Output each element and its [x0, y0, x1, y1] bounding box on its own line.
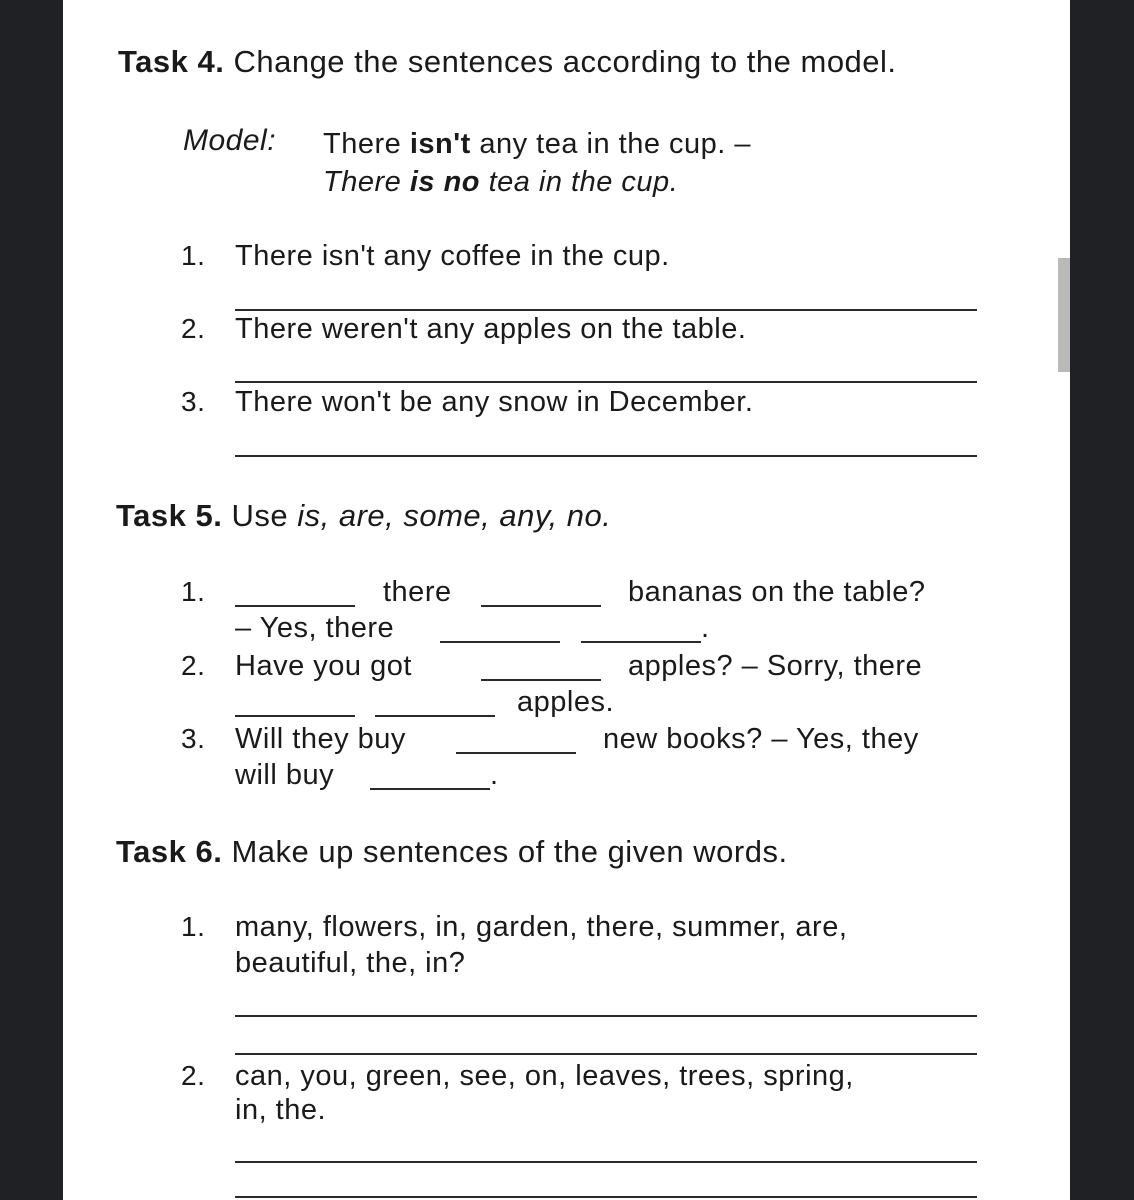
answer-line[interactable] [235, 455, 977, 457]
model-label: Model: [183, 124, 277, 157]
blank-line[interactable] [440, 641, 560, 643]
task5-item1-dot: . [701, 612, 710, 644]
model-line2-part-a: There [323, 166, 402, 198]
task4-item-number: 2. [181, 313, 206, 344]
task6-item-number: 1. [181, 911, 206, 942]
task4-label: Task 4. [118, 44, 225, 79]
task6-heading [116, 834, 788, 870]
model-line1-part-a: There [323, 128, 402, 160]
answer-line[interactable] [235, 381, 977, 383]
task4-item-text: There won't be any snow in December. [235, 386, 754, 418]
answer-line[interactable] [235, 309, 977, 311]
model-line1-part-c: any tea in the cup. – [479, 128, 752, 160]
blank-line[interactable] [581, 641, 701, 643]
task5-item3-rest: new books? – Yes, they [603, 723, 919, 755]
task5-item2-rest: apples? – Sorry, there [628, 650, 923, 682]
model-line1-part-b: isn't [409, 128, 471, 160]
answer-line[interactable] [235, 1196, 977, 1198]
model-line-1 [323, 128, 751, 161]
blank-line[interactable] [235, 605, 355, 607]
answer-line[interactable] [235, 1015, 977, 1017]
task6-item-line1: can, you, green, see, on, leaves, trees, spring, [235, 1060, 854, 1092]
answer-line[interactable] [235, 1053, 977, 1055]
task5-item3-dot: . [490, 759, 499, 791]
answer-line[interactable] [235, 1161, 977, 1163]
task6-item-line1: many, flowers, in, garden, there, summer, are, [235, 911, 848, 943]
model-line2-part-c: tea in the cup. [488, 166, 679, 198]
task5-label: Task 5. [116, 498, 223, 533]
task4-item-number: 1. [181, 240, 206, 271]
task4-item-text: There weren't any apples on the table. [235, 313, 747, 345]
model-line-2 [323, 166, 678, 199]
task5-item2-end: apples. [517, 686, 615, 718]
task6-item-number: 2. [181, 1060, 206, 1091]
task5-item3-text: Will they buy [235, 723, 406, 755]
blank-line[interactable] [235, 715, 355, 717]
task5-item-number: 3. [181, 723, 206, 754]
task5-item2-text: Have you got [235, 650, 412, 682]
scrollbar-thumb[interactable] [1058, 258, 1070, 372]
task4-item-number: 3. [181, 386, 206, 417]
blank-line[interactable] [456, 752, 576, 754]
task6-item-line2: beautiful, the, in? [235, 947, 466, 979]
task4-item-text: There isn't any coffee in the cup. [235, 240, 670, 272]
blank-line[interactable] [375, 715, 495, 717]
task4-title: Change the sentences according to the model. [233, 44, 897, 79]
task5-words: is, are, some, any, no. [297, 498, 612, 533]
task5-item3-line2: will buy [235, 759, 335, 791]
task6-label: Task 6. [116, 834, 223, 869]
blank-line[interactable] [370, 788, 490, 790]
task5-item-number: 2. [181, 650, 206, 681]
task5-heading [116, 498, 611, 534]
blank-line[interactable] [481, 679, 601, 681]
worksheet-page [63, 0, 1070, 1200]
task5-item1-there: there [383, 576, 452, 608]
task5-item1-rest: bananas on the table? [628, 576, 926, 608]
task4-heading [118, 44, 897, 80]
blank-line[interactable] [481, 605, 601, 607]
task5-item-number: 1. [181, 576, 206, 607]
task5-use: Use [231, 498, 289, 533]
task5-item1-answer: – Yes, there [235, 612, 395, 644]
model-line2-part-b: is no [409, 166, 480, 198]
task6-title: Make up sentences of the given words. [231, 834, 788, 869]
task6-item-line2: in, the. [235, 1094, 327, 1126]
